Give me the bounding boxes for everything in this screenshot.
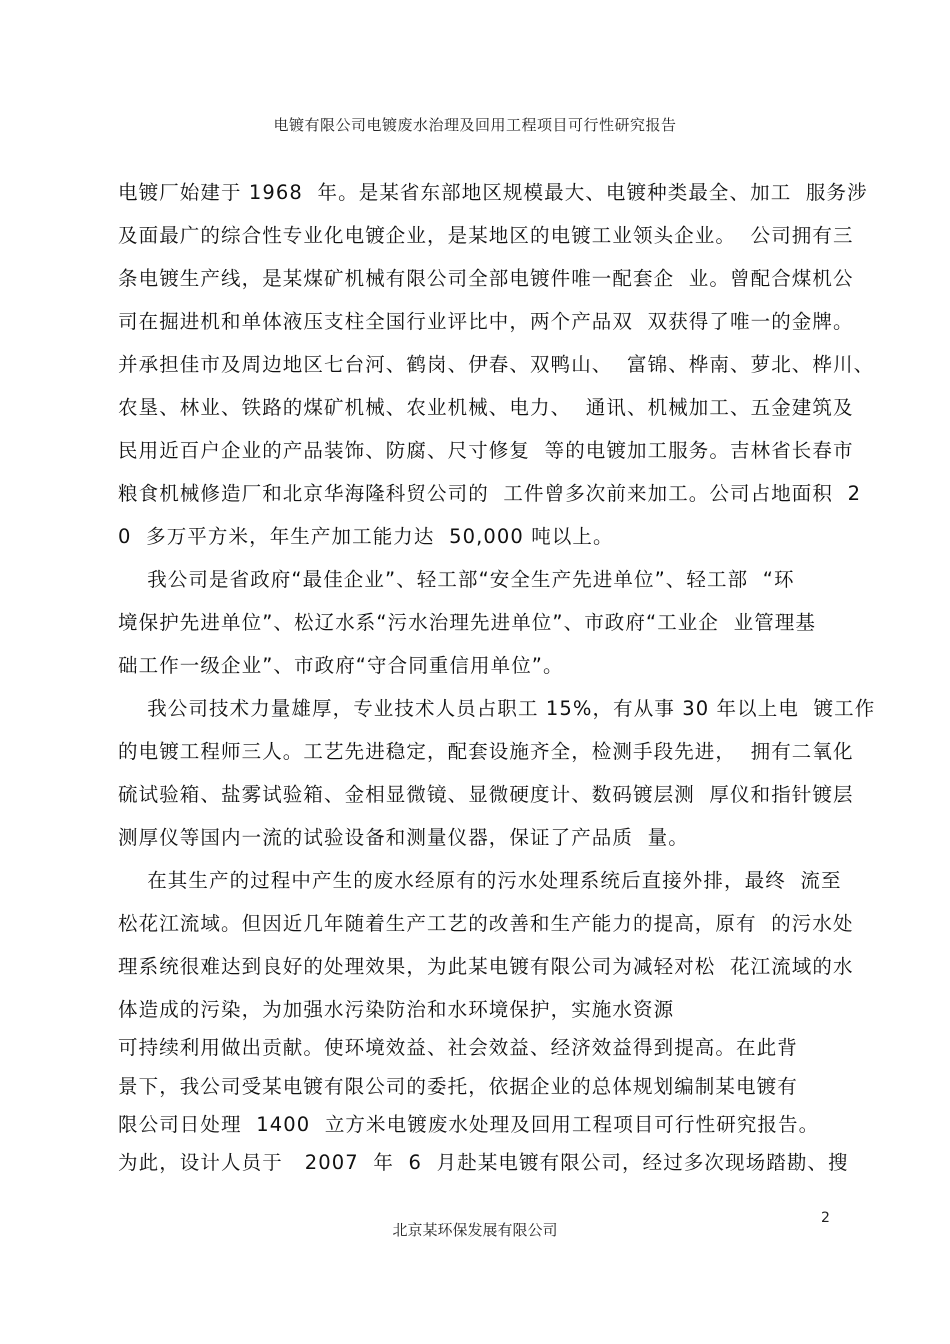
text-line: 景下，我公司受某电镀有限公司的委托，依据企业的总体规划编制某电镀有 <box>118 1075 798 1098</box>
text-line: 我公司是省政府“最佳企业”、轻工部“安全生产先进单位”、轻工部 “环 <box>118 568 795 591</box>
text-line: 电镀厂始建于 1968 年。是某省东部地区规模最大、电镀种类最全、加工 服务涉 <box>118 181 868 204</box>
text-line: 民用近百户企业的产品装饰、防腐、尺寸修复 等的电镀加工服务。吉林省长春市 <box>118 439 854 462</box>
text-line: 条电镀生产线，是某煤矿机械有限公司全部电镀件唯一配套企 业。曾配合煤机公 <box>118 267 854 290</box>
text-line: 测厚仪等国内一流的试验设备和测量仪器，保证了产品质 量。 <box>118 826 689 849</box>
text-line: 粮食机械修造厂和北京华海隆科贸公司的 工件曾多次前来加工。公司占地面积 2 <box>118 482 862 505</box>
text-line: 并承担佳市及周边地区七台河、鹤岗、伊春、双鸭山、 富锦、桦南、萝北、桦川、 <box>118 353 875 376</box>
text-line: 限公司日处理 1400 立方米电镀废水处理及回用工程项目可行性研究报告。 <box>118 1113 820 1136</box>
text-line: 农垦、林业、铁路的煤矿机械、农业机械、电力、 通讯、机械加工、五金建筑及 <box>118 396 854 419</box>
text-line: 硫试验箱、盐雾试验箱、金相显微镜、显微硬度计、数码镀层测 厚仪和指针镀层 <box>118 783 854 806</box>
text-line: 境保护先进单位”、松辽水系“污水治理先进单位”、市政府“工业企 业管理基 <box>118 611 817 634</box>
text-line: 松花江流域。但因近几年随着生产工艺的改善和生产能力的提高，原有 的污水处 <box>118 912 854 935</box>
text-line: 的电镀工程师三人。工艺先进稳定，配套设施齐全，检测手段先进， 拥有二氧化 <box>118 740 854 763</box>
text-line: 为此，设计人员于 2007 年 6 月赴某电镀有限公司，经过多次现场踏勘、搜 <box>118 1151 849 1174</box>
page-header: 电镀有限公司电镀废水治理及回用工程项目可行性研究报告 <box>273 116 677 134</box>
text-line: 在其生产的过程中产生的废水经原有的污水处理系统后直接外排，最终 流至 <box>118 869 842 892</box>
text-line: 理系统很难达到良好的处理效果，为此某电镀有限公司为减轻对松 花江流域的水 <box>118 955 854 978</box>
page-number: 2 <box>821 1210 830 1226</box>
page-footer: 北京某环保发展有限公司 <box>392 1221 558 1239</box>
text-line: 体造成的污染，为加强水污染防治和水环境保护，实施水资源 <box>118 998 675 1021</box>
text-line: 可持续利用做出贡献。使环境效益、社会效益、经济效益得到提高。在此背 <box>118 1036 798 1059</box>
text-line: 础工作一级企业”、市政府“守合同重信用单位”。 <box>118 654 564 677</box>
text-line: 我公司技术力量雄厚，专业技术人员占职工 15%，有从事 30 年以上电 镀工作 <box>118 697 876 720</box>
text-line: 司在掘进机和单体液压支柱全国行业评比中，两个产品双 双获得了唯一的金牌。 <box>118 310 854 333</box>
text-line: 0 多万平方米，年生产加工能力达 50,000 吨以上。 <box>118 525 614 548</box>
text-line: 及面最广的综合性专业化电镀企业，是某地区的电镀工业领头企业。 公司拥有三 <box>118 224 854 247</box>
